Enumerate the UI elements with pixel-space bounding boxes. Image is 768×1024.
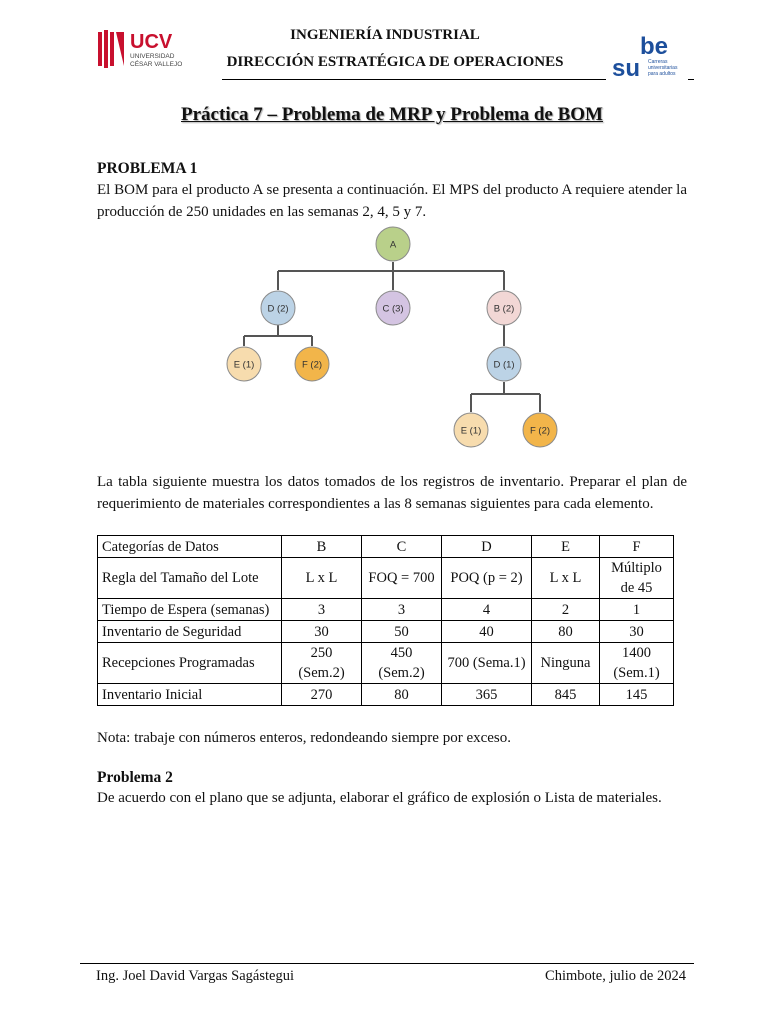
table-row: [98, 558, 674, 599]
table-header-cell: C: [362, 536, 442, 558]
table-row: [98, 599, 674, 621]
table-cell: 1: [600, 599, 674, 621]
table-cell: L x L: [282, 558, 362, 599]
bom-node-label: A: [389, 239, 397, 251]
table-header-cell: B: [282, 536, 362, 558]
table-cell: 365: [442, 684, 532, 706]
sube-logo-tagline1: Carreras: [648, 59, 668, 65]
ucv-logo: [96, 28, 188, 72]
sube-logo-tagline3: para adultos: [648, 71, 676, 77]
note-text: Nota: trabaje con números enteros, redondeando siempre por exceso.: [97, 730, 512, 746]
table-cell: Inventario de Seguridad: [98, 621, 282, 643]
table-cell: 145: [600, 684, 674, 706]
table-cell: 3: [282, 599, 362, 621]
bom-node-d1: [261, 291, 295, 325]
sube-logo: [610, 32, 690, 80]
bom-connectors: [244, 262, 540, 412]
ucv-logo-line2: CÉSAR VALLEJO: [130, 61, 183, 68]
header-rule: [222, 79, 606, 80]
table-cell: 80: [362, 684, 442, 706]
header-program: INGENIERÍA INDUSTRIAL: [290, 27, 480, 43]
table-header-cell: D: [442, 536, 532, 558]
table-cell: 845: [532, 684, 600, 706]
ucv-logo-line1: UNIVERSIDAD: [130, 53, 175, 60]
bom-node-a: [376, 227, 410, 261]
table-row: [98, 621, 674, 643]
table-cell: 4: [442, 599, 532, 621]
bom-node-label: E (1): [233, 359, 255, 371]
table-cell: Recepciones Programadas: [98, 643, 282, 684]
footer-place-date: Chimbote, julio de 2024: [545, 968, 686, 984]
sube-logo-top: be: [640, 33, 669, 60]
bom-node-label: D (2): [267, 303, 289, 315]
sube-logo-tagline2: universitarias: [648, 65, 678, 71]
header-department: DIRECCIÓN ESTRATÉGICA DE OPERACIONES: [226, 54, 564, 70]
footer-author: Ing. Joel David Vargas Sagástegui: [96, 968, 295, 984]
bom-node-c: [376, 291, 410, 325]
bom-node-e1: [227, 347, 261, 381]
table-header-cell: Categorías de Datos: [98, 536, 282, 558]
table-cell: 3: [362, 599, 442, 621]
table-row: [98, 684, 674, 706]
table-cell: FOQ = 700: [362, 558, 442, 599]
problem2-heading: Problema 2: [97, 769, 173, 786]
bom-node-b: [487, 291, 521, 325]
bom-node-e2: [454, 413, 488, 447]
table-row: [98, 643, 674, 684]
inventory-data-table: [97, 535, 674, 706]
sube-logo-bottom: su: [612, 55, 641, 80]
table-cell: POQ (p = 2): [442, 558, 532, 599]
bom-node-d2: [487, 347, 521, 381]
table-cell: Ninguna: [532, 643, 600, 684]
bom-node-label: F (2): [301, 359, 323, 371]
table-cell: 50: [362, 621, 442, 643]
table-cell: Inventario Inicial: [98, 684, 282, 706]
table-cell: Tiempo de Espera (semanas): [98, 599, 282, 621]
table-cell: Múltiplo de 45: [600, 558, 674, 599]
problem1-text: El BOM para el producto A se presenta a continuación. El MPS del producto A requiere atender la producción de 250 unidades en las semanas 2, 4, 5 y 7.: [97, 182, 687, 220]
table-header-row: [98, 536, 674, 558]
footer-rule: [80, 963, 694, 964]
table-cell: 250 (Sem.2): [282, 643, 362, 684]
bom-tree-diagram: [220, 222, 570, 454]
table-cell: 2: [532, 599, 600, 621]
table-cell: L x L: [532, 558, 600, 599]
bom-node-f1: [295, 347, 329, 381]
bom-node-f2: [523, 413, 557, 447]
table-cell: 30: [282, 621, 362, 643]
table-cell: Regla del Tamaño del Lote: [98, 558, 282, 599]
bom-node-label: C (3): [382, 303, 404, 315]
page-title: Práctica 7 – Problema de MRP y Problema de BOM: [181, 104, 603, 125]
table-cell: 270: [282, 684, 362, 706]
bom-node-label: F (2): [529, 425, 551, 437]
ucv-logo-name: UCV: [130, 31, 173, 53]
table-cell: 1400 (Sem.1): [600, 643, 674, 684]
table-header-cell: E: [532, 536, 600, 558]
table-cell: 40: [442, 621, 532, 643]
table-cell: 30: [600, 621, 674, 643]
table-cell: 80: [532, 621, 600, 643]
bom-node-label: E (1): [460, 425, 482, 437]
table-intro-text: La tabla siguiente muestra los datos tomados de los registros de inventario. Preparar el plan de requerimiento de materiales correspondientes a las 8 semanas siguientes para cada elemento.: [97, 474, 687, 512]
problem1-heading: PROBLEMA 1: [97, 160, 198, 177]
table-cell: 450 (Sem.2): [362, 643, 442, 684]
table-cell: 700 (Sema.1): [442, 643, 532, 684]
problem2-text: De acuerdo con el plano que se adjunta, elaborar el gráfico de explosión o Lista de materiales.: [97, 790, 662, 806]
bom-node-label: D (1): [493, 359, 515, 371]
table-header-cell: F: [600, 536, 674, 558]
bom-node-label: B (2): [493, 303, 515, 315]
